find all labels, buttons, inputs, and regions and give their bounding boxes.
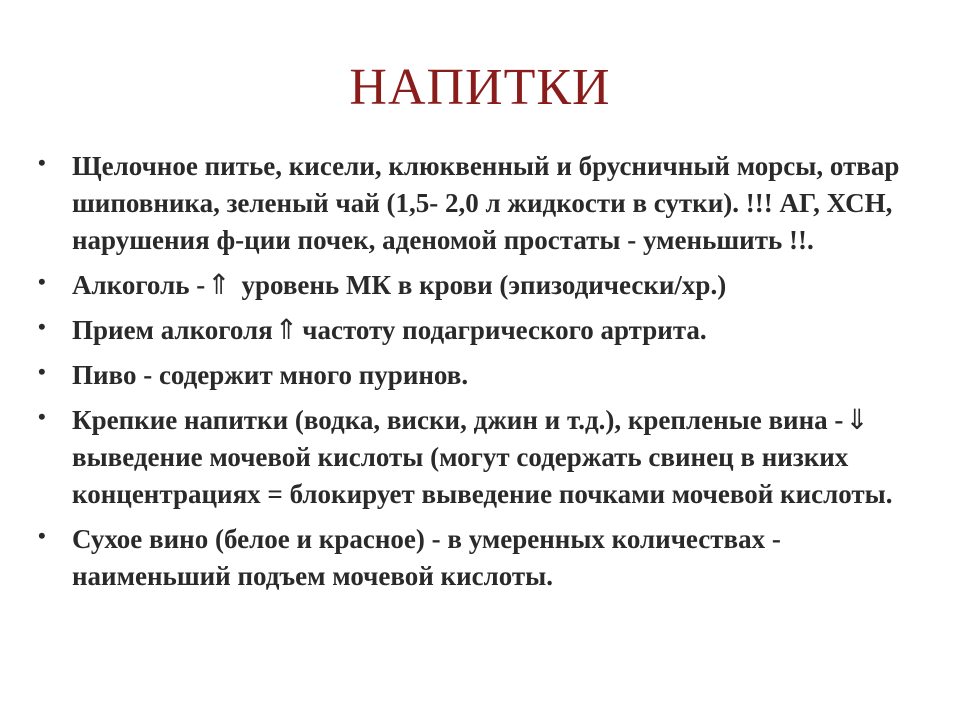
bullet-item-strong-drinks bbox=[38, 402, 928, 513]
bullet-icon: • bbox=[38, 269, 46, 294]
bullet-text: Пиво - содержит много пуринов. bbox=[72, 360, 469, 390]
bullet-text-before: Алкоголь - bbox=[72, 270, 206, 300]
bullet-list bbox=[38, 148, 928, 603]
bullet-text-after: выведение мочевой кислоты (могут содержать свинец в низких концентрациях = блокирует выведение почками мочевой кислоты. bbox=[72, 442, 893, 509]
bullet-item-alcohol bbox=[38, 267, 928, 304]
bullet-icon: • bbox=[38, 314, 46, 339]
bullet-text: Щелочное питье, кисели, клюквенный и брусничный морсы, отвар шиповника, зеленый чай (1,5- 2,0 л жидкости в сутки). !!! АГ, ХСН, нарушения ф-ции почек, аденомой простаты - уменьшить !!. bbox=[72, 151, 900, 255]
arrow-up-icon: ⇑ bbox=[274, 313, 299, 346]
bullet-text-before: Крепкие напитки (водка, виски, джин и т.д.), крепленые вина - bbox=[72, 405, 844, 435]
bullet-item-dry-wine bbox=[38, 521, 928, 595]
bullet-icon: • bbox=[38, 359, 46, 384]
arrow-down-icon: ⇓ bbox=[845, 403, 869, 436]
arrow-up-icon: ⇑ bbox=[207, 268, 231, 301]
bullet-text: Сухое вино (белое и красное) - в умеренных количествах - наименьший подъем мочевой кислоты. bbox=[72, 524, 781, 591]
bullet-icon: • bbox=[38, 150, 46, 175]
bullet-item-beer bbox=[38, 357, 928, 394]
slide-title: НАПИТКИ bbox=[349, 59, 611, 116]
bullet-item-alkaline-drinks bbox=[38, 148, 928, 259]
bullet-text-after: уровень МК в крови (эпизодически/хр.) bbox=[234, 270, 727, 300]
bullet-text-before: Прием алкоголя bbox=[72, 315, 273, 345]
bullet-text-after: частоту подагрического артрита. bbox=[302, 315, 707, 345]
bullet-icon: • bbox=[38, 523, 46, 548]
bullet-item-alcohol-intake bbox=[38, 312, 928, 349]
bullet-icon: • bbox=[38, 404, 46, 429]
